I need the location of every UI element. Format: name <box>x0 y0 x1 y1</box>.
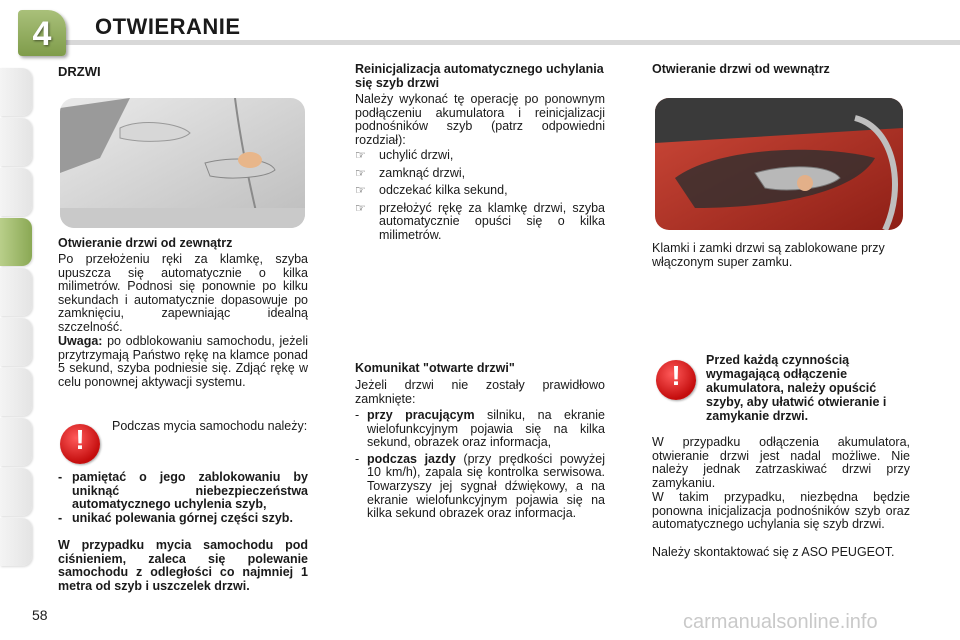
msg-list <box>355 409 605 521</box>
step-item: ☞ zamknąć drzwi, <box>355 165 466 180</box>
wash-list <box>58 471 308 525</box>
header-rule <box>30 40 960 45</box>
side-tab-6[interactable] <box>0 318 32 366</box>
pointing-hand-icon: ☞ <box>355 200 366 215</box>
section-title: DRZWI <box>58 64 101 79</box>
uwaga-paragraph <box>58 335 308 389</box>
outside-text: Po przełożeniu ręki za klamkę, szyba upuszcza się automatycznie o kilka milimetrów. Podnosi się ponownie po kilku sekundach i automatycznie dopasowuje po zamknięciu, zapewniając idealną szczelność. <box>58 252 308 334</box>
outside-heading: Otwieranie drzwi od zewnątrz <box>58 236 233 250</box>
battery-text-1: W przypadku odłączenia akumulatora, otwieranie drzwi jest nadal możliwe. Nie należy jednak zatrzaskiwać drzwi przy zamykaniu. <box>652 435 910 490</box>
side-tab-7[interactable] <box>0 368 32 416</box>
chapter-title: OTWIERANIE <box>95 14 241 39</box>
pointing-hand-icon: ☞ <box>355 165 366 180</box>
side-tab-3[interactable] <box>0 168 32 216</box>
wash-item: - unikać polewania górnej części szyb. <box>58 512 308 526</box>
inside-text: Klamki i zamki drzwi są zablokowane przy włączonym super zamku. <box>652 241 885 269</box>
side-tab-8[interactable] <box>0 418 32 466</box>
page-number: 58 <box>32 607 48 623</box>
uwaga-label: Uwaga: <box>58 334 103 348</box>
side-tab-5[interactable] <box>0 268 32 316</box>
exclamation-warning-icon <box>60 424 100 464</box>
door-exterior-photo <box>60 98 305 228</box>
side-tab-2[interactable] <box>0 118 32 166</box>
uwaga-text: po odblokowaniu samochodu, jeżeli przytrzymają Państwo rękę na klamce ponad 5 sekund, szyba podniesie się. Zdjąć rękę w celu ponownej aktywacji systemu. <box>58 334 308 389</box>
reinit-text: Należy wykonać tę operację po ponownym podłączeniu akumulatora i reinicjalizacji podnośników szyb (patrz odpowiedni rozdział): <box>355 92 605 147</box>
battery-text-2: W takim przypadku, niezbędna będzie ponowna inicjalizacja podnośników szyb oraz automatycznego uchylania się szyb drzwi. <box>652 490 910 532</box>
side-tab-4-active[interactable] <box>0 218 32 266</box>
side-tab-10[interactable] <box>0 518 32 566</box>
battery-text-3: Należy skontaktować się z ASO PEUGEOT. <box>652 545 895 559</box>
pressure-text: W przypadku mycia samochodu pod ciśnieniem, zaleca się polewanie samochodu z odległości co najmniej 1 metra od szyb i uszczelek drzwi. <box>58 538 308 593</box>
chapter-number: 4 <box>32 15 52 53</box>
warn-heading: Przed każdą czynnością wymagającą odłączenie akumulatora, należy opuścić szyby, aby ułatwić otwieranie i zamykanie drzwi. <box>706 353 887 423</box>
reinit-steps <box>355 149 605 247</box>
wash-note: Podczas mycia samochodu należy: <box>112 419 308 433</box>
step-item: ☞ odczekać kilka sekund, <box>355 183 508 198</box>
step-item: ☞ uchylić drzwi, <box>355 148 454 162</box>
side-tab-9[interactable] <box>0 468 32 516</box>
msg-item-1: - przy pracującym silniku, na ekranie wielofunkcyjnym pojawia się na kilka sekund, obrazek oraz informacja, <box>355 409 605 450</box>
wash-item: - pamiętać o jego zablokowaniu by uniknąć niebezpieczeństwa automatycznego uchylenia szyb, <box>58 471 308 512</box>
side-tab-1[interactable] <box>0 68 32 116</box>
msg-heading: Komunikat "otwarte drzwi" <box>355 361 515 375</box>
step-item: ☞ przełożyć rękę za klamkę drzwi, szyba automatycznie opuści się o kilka milimetrów. <box>355 200 605 242</box>
msg-text: Jeżeli drzwi nie zostały prawidłowo zamknięte: <box>355 378 605 406</box>
watermark: carmanualsonline.info <box>683 611 878 633</box>
reinit-heading: Reinicjalizacja automatycznego uchylania się szyb drzwi <box>355 62 604 90</box>
msg-item-2: - podczas jazdy (przy prędkości powyżej 10 km/h), zapala się kontrolka serwisowa. Towarzyszy jej sygnał dźwiękowy, a na ekranie wielofunkcyjnym pojawia się na kilka sekund obrazek oraz informacja. <box>355 453 605 521</box>
inside-heading: Otwieranie drzwi od wewnątrz <box>652 62 830 76</box>
exclamation-warning-icon <box>656 360 696 400</box>
pointing-hand-icon: ☞ <box>355 148 366 162</box>
pointing-hand-icon: ☞ <box>355 183 366 198</box>
door-interior-photo <box>655 98 903 230</box>
